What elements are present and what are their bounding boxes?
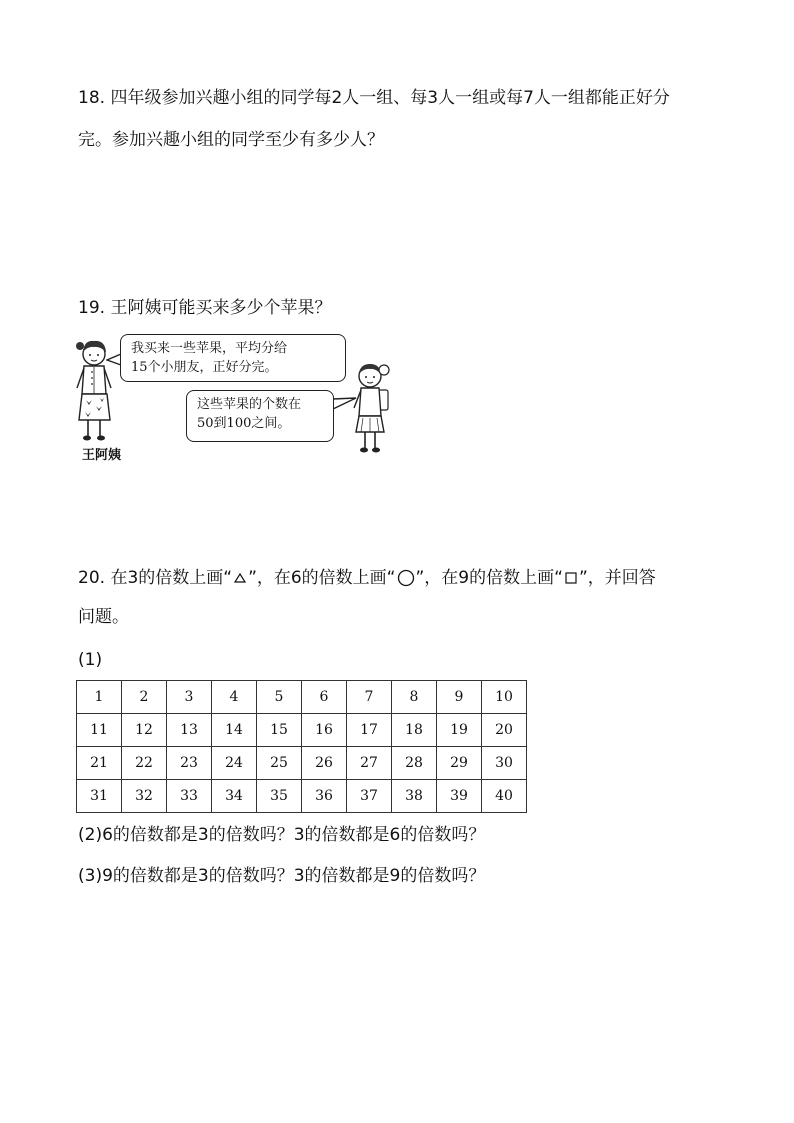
grid-cell[interactable]: 5 (257, 681, 302, 714)
girl-figure (348, 360, 398, 462)
bubble-2-line-1: 这些苹果的个数在 (197, 397, 302, 412)
grid-cell[interactable]: 23 (167, 747, 212, 780)
grid-cell[interactable]: 12 (122, 714, 167, 747)
grid-cell[interactable]: 3 (167, 681, 212, 714)
grid-cell[interactable]: 21 (77, 747, 122, 780)
question-20-part-3: (3)9的倍数都是3的倍数吗？3的倍数都是9的倍数吗？ (78, 866, 486, 886)
grid-cell[interactable]: 9 (437, 681, 482, 714)
grid-cell[interactable]: 33 (167, 780, 212, 813)
grid-cell[interactable]: 25 (257, 747, 302, 780)
grid-cell[interactable]: 8 (392, 681, 437, 714)
grid-cell[interactable]: 15 (257, 714, 302, 747)
grid-cell[interactable]: 17 (347, 714, 392, 747)
grid-cell[interactable]: 24 (212, 747, 257, 780)
grid-row (77, 681, 527, 714)
grid-cell[interactable]: 7 (347, 681, 392, 714)
square-icon (564, 571, 578, 585)
grid-cell[interactable]: 22 (122, 747, 167, 780)
grid-cell[interactable]: 35 (257, 780, 302, 813)
grid-cell[interactable]: 6 (302, 681, 347, 714)
grid-cell[interactable]: 39 (437, 780, 482, 813)
question-20-part-1-label: (1) (78, 650, 103, 670)
girl-speech-bubble (186, 390, 334, 442)
grid-cell[interactable]: 32 (122, 780, 167, 813)
q20-text-d: ”，并回答 (578, 568, 656, 588)
question-18-line-2: 完。参加兴趣小组的同学至少有多少人？ (78, 130, 384, 150)
bubble-1-line-2: 15个小朋友，正好分完。 (131, 360, 278, 375)
grid-row (77, 780, 527, 813)
grid-cell[interactable]: 40 (482, 780, 527, 813)
q20-text-c: ”，在9的倍数上画“ (415, 568, 563, 588)
grid-cell[interactable]: 26 (302, 747, 347, 780)
question-19-title: 19. 王阿姨可能买来多少个苹果？ (78, 298, 332, 318)
circle-icon (397, 569, 415, 587)
grid-cell[interactable]: 14 (212, 714, 257, 747)
q20-text-b: ”，在6的倍数上画“ (248, 568, 396, 588)
question-19-illustration (70, 330, 410, 470)
grid-cell[interactable]: 20 (482, 714, 527, 747)
grid-cell[interactable]: 29 (437, 747, 482, 780)
grid-cell[interactable]: 36 (302, 780, 347, 813)
question-20-part-2: (2)6的倍数都是3的倍数吗？3的倍数都是6的倍数吗？ (78, 825, 486, 845)
question-20-line-2: 问题。 (78, 607, 129, 627)
number-grid (76, 680, 527, 813)
question-18-line-1: 18. 四年级参加兴趣小组的同学每2人一组、每3人一组或每7人一组都能正好分 (78, 88, 670, 108)
grid-row (77, 714, 527, 747)
grid-cell[interactable]: 38 (392, 780, 437, 813)
grid-cell[interactable]: 2 (122, 681, 167, 714)
grid-cell[interactable]: 30 (482, 747, 527, 780)
grid-cell[interactable]: 16 (302, 714, 347, 747)
grid-cell[interactable]: 4 (212, 681, 257, 714)
grid-cell[interactable]: 28 (392, 747, 437, 780)
grid-cell[interactable]: 10 (482, 681, 527, 714)
triangle-icon (234, 572, 246, 584)
grid-cell[interactable]: 1 (77, 681, 122, 714)
grid-cell[interactable]: 34 (212, 780, 257, 813)
question-20-line-1 (78, 566, 656, 590)
grid-row (77, 747, 527, 780)
aunt-wang-caption: 王阿姨 (82, 448, 122, 463)
grid-cell[interactable]: 18 (392, 714, 437, 747)
bubble-1-line-1: 我买来一些苹果，平均分给 (131, 341, 288, 356)
grid-cell[interactable]: 31 (77, 780, 122, 813)
grid-cell[interactable]: 11 (77, 714, 122, 747)
grid-cell[interactable]: 19 (437, 714, 482, 747)
grid-cell[interactable]: 27 (347, 747, 392, 780)
grid-cell[interactable]: 37 (347, 780, 392, 813)
bubble-2-line-2: 50到100之间。 (197, 416, 291, 431)
grid-cell[interactable]: 13 (167, 714, 212, 747)
q20-text-a: 20. 在3的倍数上画“ (78, 568, 233, 588)
aunt-wang-speech-bubble (120, 334, 346, 382)
